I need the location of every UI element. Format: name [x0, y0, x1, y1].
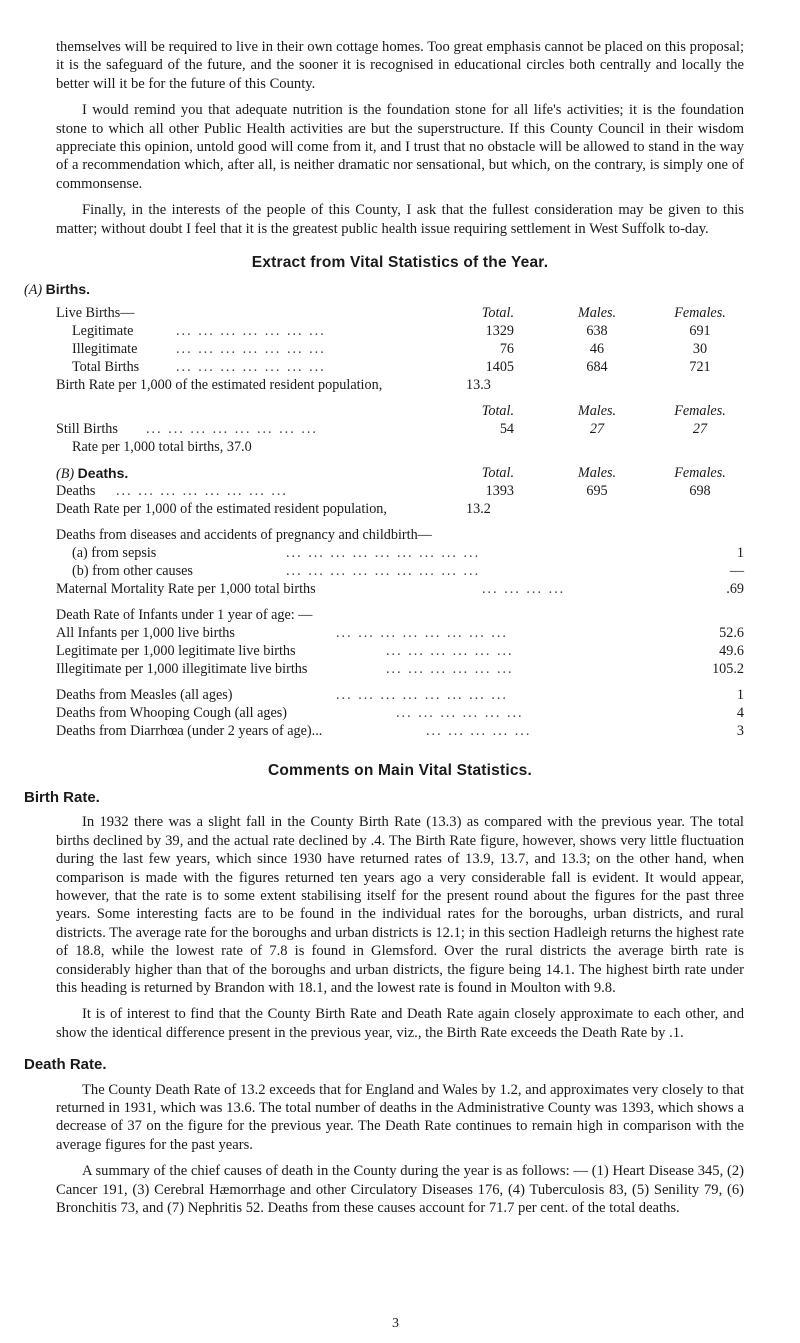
- pregnancy-heading-row: [56, 526, 744, 544]
- row-value: 52.6: [719, 625, 744, 642]
- row-males: 684: [586, 359, 608, 376]
- deaths-heading: Deaths.: [77, 465, 129, 482]
- row-value: 105.2: [712, 661, 744, 678]
- table-row: Legitimate ... ... ... ... ... ... ... 1329 638 691: [56, 322, 744, 340]
- table-row: Total Births ... ... ... ... ... ... ... 1405 684 721: [56, 358, 744, 376]
- table-row: All Infants per 1,000 live births ... ... ... ... ... ... ... ... 52.6: [56, 625, 744, 642]
- birth-rate-label: Birth Rate per 1,000 of the estimated resident population,: [56, 377, 383, 394]
- pregnancy-label: Deaths from diseases and accidents of pregnancy and childbirth—: [56, 527, 432, 544]
- infant-heading: Death Rate of Infants under 1 year of age: —: [56, 607, 313, 624]
- row-label: Deaths from Measles (all ages): [56, 687, 233, 704]
- still-births-label: Still Births: [56, 421, 118, 438]
- other-causes-row: (b) from other causes ... ... ... ... ... ... ... ... ... —: [72, 563, 744, 580]
- sepsis-label: (a) from sepsis: [72, 545, 157, 562]
- still-births-females: 27: [692, 421, 708, 438]
- still-total-header: Total.: [481, 403, 514, 420]
- live-births-header-row: [56, 304, 744, 322]
- row-females: 30: [692, 341, 708, 358]
- births-heading: Births.: [45, 281, 91, 298]
- table-row: Illegitimate per 1,000 illegitimate live births ... ... ... ... ... ... 105.2: [56, 661, 744, 678]
- maternal-label: Maternal Mortality Rate per 1,000 total births: [56, 581, 316, 598]
- death-rate-value: 13.2: [466, 501, 491, 518]
- row-label: Deaths from Diarrhœa (under 2 years of age)...: [56, 723, 323, 740]
- birth-rate-paragraph-1: In 1932 there was a slight fall in the County Birth Rate (13.3) as compared with the previous year. The total births declined by 39, and the actual rate declined by .4. The Birth Rate figure, however, shows very little fluctuation during the last few years, which since 1930 have returned rates of 13.9, 13.7, and 13.3; on the other hand, when comparison is made with the figures returned ten years ago a very considerable fall is evident. It would appear, however, that the rate is to some extent stabilising itself for the present round about the figures for the past three years. Some interesting facts are to be found in the individual rates for the boroughs, urban districts, and rural districts. The average rate for the boroughs and urban districts is 12.1; in this section Hadleigh returns the highest rate of 18.8, while the lowest rate of 7.8 is found in Glemsford. Over the rural districts the average birth rate is considerably higher than that of the boroughs and urban districts, the figure being 14.1. The highest birth rate under this heading is returned by Brandon with 18.1, and the lowest rate is found in Moulton with 9.8.: [56, 814, 744, 996]
- still-rate-row: [56, 438, 744, 456]
- birth-rate-paragraph-2: It is of interest to find that the County Birth Rate and Death Rate again closely approximate to each other, and show the identical difference present in the previous year, viz., the Birth Rate exceeds the Death Rate by .1.: [56, 1006, 744, 1041]
- row-females: 721: [689, 359, 711, 376]
- births-total-header: Total.: [481, 305, 514, 322]
- intro-paragraph-2: I would remind you that adequate nutrition is the foundation stone for all life's activities; it is the foundation stone to which all other Public Health activities are but the superstructure. If this County Council in their wisdom appreciate this opinion, untold good will come from it, and I trust that no obstacle will be allowed to stand in the way of a recommendation which, after all, is neither dramatic nor sensational, but which, on the contrary, is simply one of commonsense.: [56, 102, 744, 192]
- deaths-total: 1393: [485, 483, 514, 500]
- maternal-value: .69: [726, 581, 744, 598]
- infant-heading-row: [56, 606, 744, 624]
- document-page: [24, 38, 744, 1217]
- row-males: 638: [586, 323, 608, 340]
- row-males: 46: [589, 341, 605, 358]
- extract-title: Extract from Vital Statistics of the Year.: [251, 254, 549, 272]
- row-value: 49.6: [719, 643, 744, 660]
- deaths-total-header: Total.: [481, 465, 514, 482]
- still-births-header-row: [56, 402, 744, 420]
- row-label: Legitimate: [72, 323, 134, 340]
- table-row: Legitimate per 1,000 legitimate live births ... ... ... ... ... ... 49.6: [56, 643, 744, 660]
- row-total: 76: [499, 341, 514, 358]
- row-total: 1405: [485, 359, 514, 376]
- live-births-label: Live Births—: [56, 305, 135, 322]
- deaths-header-row: [56, 464, 744, 482]
- table-row: Illegitimate ... ... ... ... ... ... ... 76 46 30: [56, 340, 744, 358]
- deaths-letter: (B): [56, 466, 75, 483]
- page-number: 3: [392, 1316, 399, 1331]
- deaths-females-header: Females.: [674, 465, 726, 482]
- intro-paragraph-1: themselves will be required to live in their own cottage homes. Too great emphasis cannot be placed on this proposal; it is the safeguard of the future, and the sooner it is recognised in educational circles both centrally and locally the better will it be for the future of this County.: [56, 39, 744, 92]
- still-males-header: Males.: [577, 403, 617, 420]
- birth-rate-heading: Birth Rate.: [24, 788, 100, 806]
- table-row: Deaths from Diarrhœa (under 2 years of age)... ... ... ... ... ... 3: [56, 723, 744, 740]
- still-rate-label: Rate per 1,000 total births, 37.0: [72, 439, 252, 456]
- row-label: Illegitimate per 1,000 illegitimate live births: [56, 661, 308, 678]
- births-females-header: Females.: [674, 305, 726, 322]
- other-causes-value: —: [729, 563, 744, 580]
- row-label: Deaths from Whooping Cough (all ages): [56, 705, 288, 722]
- still-births-total: 54: [499, 421, 514, 438]
- deaths-label: Deaths: [56, 483, 96, 500]
- deaths-males: 695: [586, 483, 608, 500]
- death-rate-heading: Death Rate.: [24, 1056, 107, 1074]
- maternal-row: Maternal Mortality Rate per 1,000 total births ... ... ... ... .69: [56, 581, 744, 598]
- row-females: 691: [689, 323, 711, 340]
- birth-rate-row: [56, 376, 744, 394]
- still-births-males: 27: [589, 421, 605, 438]
- row-label: Total Births: [72, 359, 140, 376]
- row-value: 4: [736, 705, 744, 722]
- death-rate-row: [56, 500, 744, 518]
- comments-title: Comments on Main Vital Statistics.: [267, 762, 533, 780]
- deaths-females: 698: [689, 483, 711, 500]
- table-row: Deaths from Whooping Cough (all ages) ... ... ... ... ... ... 4: [56, 705, 744, 722]
- death-rate-paragraph-1: The County Death Rate of 13.2 exceeds that for England and Wales by 1.2, and approximates very closely to that returned in 1931, which was 13.6. The total number of deaths in the Administrative County was 1393, which shows a decrease of 37 on the figure for the previous year. The Death Rate continues to remain high in comparison with the average figures for the past years.: [56, 1081, 744, 1153]
- row-label: Illegitimate: [72, 341, 138, 358]
- still-females-header: Females.: [674, 403, 726, 420]
- row-label: All Infants per 1,000 live births: [56, 625, 235, 642]
- still-births-row: Still Births ... ... ... ... ... ... ... ... 54 27 27: [56, 420, 744, 438]
- intro-paragraph-3: Finally, in the interests of the people of this County, I ask that the fullest consideration may be given to this matter; without doubt I feel that it is the greatest public health issue requiring settlement in West Suffolk to-day.: [56, 202, 744, 237]
- deaths-males-header: Males.: [577, 465, 617, 482]
- birth-rate-value: 13.3: [466, 377, 491, 394]
- deaths-row: Deaths ... ... ... ... ... ... ... ... 1393 695 698: [56, 482, 744, 500]
- births-males-header: Males.: [577, 305, 617, 322]
- sepsis-row: (a) from sepsis ... ... ... ... ... ... ... ... ... 1: [72, 545, 744, 562]
- death-rate-label: Death Rate per 1,000 of the estimated resident population,: [56, 501, 387, 518]
- death-rate-paragraph-2: A summary of the chief causes of death in the County during the year is as follows: — (1) Heart Disease 345, (2) Cancer 191, (3) Cerebral Hæmorrhage and other Circulatory Diseases 176, (4) Tuberculosis 83, (5) Senility 79, (6) Bronchitis 73, and (7) Nephritis 52. Deaths from these causes account for 71.7 per cent. of the total deaths.: [56, 1163, 744, 1216]
- other-causes-label: (b) from other causes: [72, 563, 193, 580]
- table-row: Deaths from Measles (all ages) ... ... ... ... ... ... ... ... 1: [56, 687, 744, 704]
- row-value: 3: [736, 723, 744, 740]
- births-heading-row: [24, 280, 744, 304]
- row-total: 1329: [485, 323, 514, 340]
- births-letter: (A): [24, 282, 43, 299]
- row-value: 1: [736, 687, 744, 704]
- sepsis-value: 1: [736, 545, 744, 562]
- row-label: Legitimate per 1,000 legitimate live births: [56, 643, 296, 660]
- vital-statistics-table: [24, 280, 744, 740]
